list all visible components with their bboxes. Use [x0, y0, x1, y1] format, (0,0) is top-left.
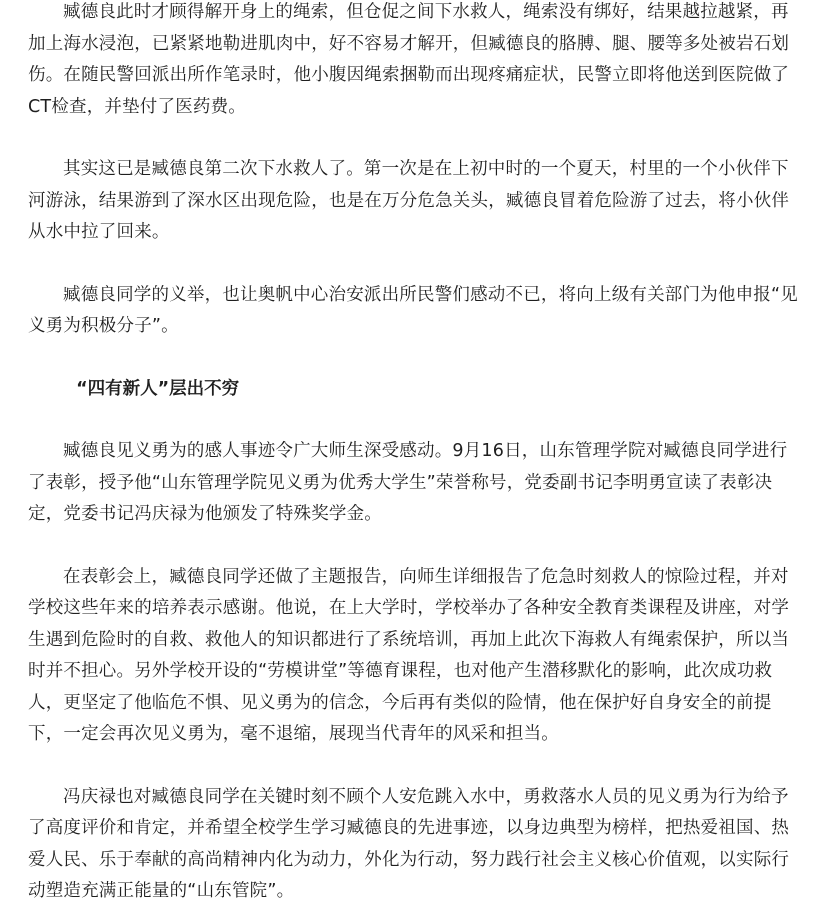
paragraph-police-nomination: 臧德良同学的义举，也让奥帆中心治安派出所民警们感动不已，将向上级有关部门为他申报“见义勇为积极分子”。 — [28, 284, 798, 336]
paragraph-rope-injury: 臧德良此时才顾得解开身上的绳索，但仓促之间下水救人，绳索没有绑好，结果越拉越紧，再加上海水浸泡，已紧紧地勒进肌肉中，好不容易才解开，但臧德良的胳膊、腿、腰等多处被岩石划伤。在随民警回派出所作笔录时，他小腹因绳索捆勒而出现疼痛症状，民警立即将他送到医院做了CT检查，并垫付了医药费。 — [28, 2, 790, 117]
section-heading: “四有新人”层出不穷 — [76, 378, 240, 399]
paragraph-report-speech: 在表彰会上，臧德良同学还做了主题报告，向师生详细报告了危急时刻救人的惊险过程，并对学校这些年来的培养表示感谢。他说，在上大学时，学校举办了各种安全教育类课程及讲座，对学生遇到危险时的自救、救他人的知识都进行了系统培训，再加上此次下海救人有绳索保护，所以当时并不担心。另外学校开设的“劳模讲堂”等德育课程，也对他产生潜移默化的影响，此次成功救人，更坚定了他临危不惧、见义勇为的信念，今后再有类似的险情，他在保护好自身安全的前提下，一定会再次见义勇为，毫不退缩，展现当代青年的风采和担当。 — [28, 566, 790, 744]
paragraph-second-rescue: 其实这已是臧德良第二次下水救人了。第一次是在上初中时的一个夏天，村里的一个小伙伴下河游泳，结果游到了深水区出现危险，也是在万分危急关头，臧德良冒着危险游了过去，将小伙伴从水中拉了回来。 — [28, 159, 790, 242]
article-body — [28, 0, 803, 908]
paragraph-secretary-praise: 冯庆禄也对臧德良同学在关键时刻不顾个人安危跳入水中，勇救落水人员的见义勇为行为给予了高度评价和肯定，并希望全校学生学习臧德良的先进事迹，以身边典型为榜样，把热爱祖国、热爱人民、乐于奉献的高尚精神内化为动力，外化为行动，努力践行社会主义核心价值观，以实际行动塑造充满正能量的“山东管院”。 — [28, 786, 790, 901]
paragraph-commendation: 臧德良见义勇为的感人事迹令广大师生深受感动。9月16日，山东管理学院对臧德良同学进行了表彰，授予他“山东管理学院见义勇为优秀大学生”荣誉称号，党委副书记李明勇宣读了表彰决定，党委书记冯庆禄为他颁发了特殊奖学金。 — [28, 441, 788, 524]
